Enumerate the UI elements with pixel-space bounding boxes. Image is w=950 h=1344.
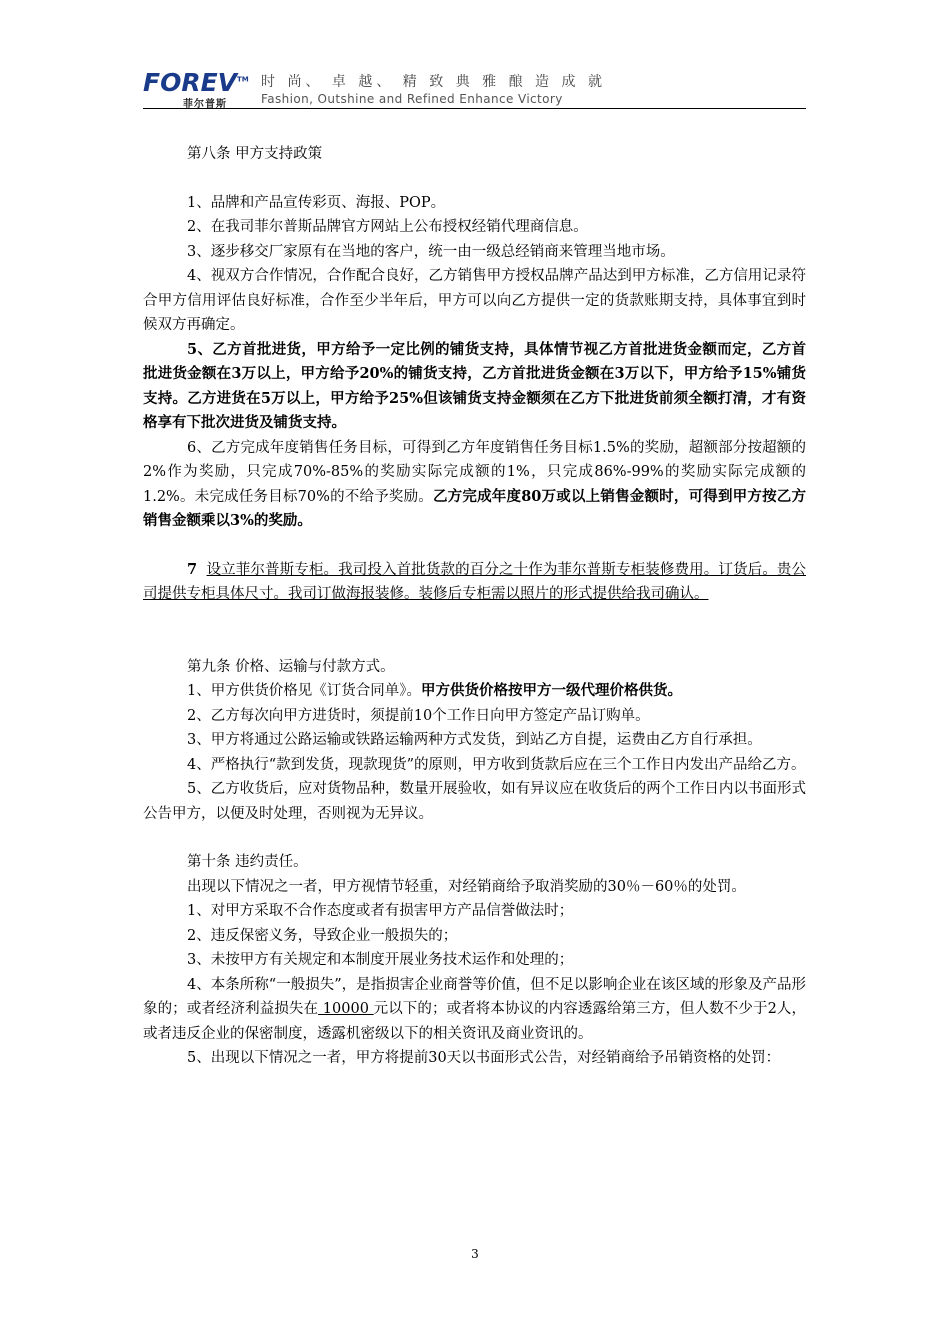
article-8-item-6 [143, 436, 806, 534]
item-6-bonus-text: 乙方完成年度80万或以上销售金额时，可得到甲方按乙方销售金额乘以3%的奖励。 [143, 487, 806, 529]
article-9-item-1 [143, 679, 806, 704]
page-header [143, 62, 806, 110]
article-8-item-7 [143, 558, 806, 607]
blank-line [143, 534, 806, 558]
article-8-item-4: 4、视双方合作情况，合作配合良好，乙方销售甲方授权品牌产品达到甲方标准，乙方信用记录符合甲方信用评估良好标准，合作至少半年后，甲方可以向乙方提供一定的货款账期支持，具体事宜到时候双方再确定。 [143, 268, 806, 333]
article-10-item-1: 1、对甲方采取不合作态度或者有损害甲方产品信誉做法时； [187, 903, 574, 919]
blank-line [143, 826, 806, 850]
article-8-item-2: 2、在我司菲尔普斯品牌官方网站上公布授权经销代理商信息。 [187, 219, 588, 235]
item-7-number: 7 [187, 560, 198, 578]
article-10-title: 第十条 违约责任。 [187, 854, 308, 870]
article-10-item-5: 5、出现以下情况之一者，甲方将提前30天以书面形式公告，对经销商给予吊销资格的处罚： [187, 1050, 781, 1066]
article-9-item-5: 5、乙方收货后，应对货物品种，数量开展验收，如有异议应在收货后的两个工作日内以书面形式公告甲方，以便及时处理，否则视为无异议。 [143, 781, 806, 822]
article-10-item-2: 2、违反保密义务，导致企业一般损失的； [187, 927, 458, 944]
article-10-intro: 出现以下情况之一者，甲方视情节轻重，对经销商给予取消奖励的30％－60％的处罚。 [187, 878, 746, 895]
item-6-text: 6、乙方完成年度销售任务目标，可得到乙方年度销售任务目标1.5%的奖励，超额部分按超额的2%作为奖励，只完成70%-85%的奖励实际完成额的1%，只完成86%-99%的奖励实际完成额的1.2%。未完成任务目标70%的不给予奖励。 [143, 439, 806, 505]
document-body [143, 142, 806, 1071]
item-1-bold-text: 甲方供货价格按甲方一级代理价格供货。 [420, 682, 682, 699]
page-number: 3 [471, 1247, 479, 1261]
logo-chinese-name: 菲尔普斯 [183, 99, 227, 110]
article-8-item-5: 5、乙方首批进货，甲方给予一定比例的铺货支持，具体情节视乙方首批进货金额而定，乙方首批进货金额在3万以上，甲方给予20%的铺货支持，乙方首批进货金额在3万以下，甲方给予15%铺货支持。乙方进货在5万以上，甲方给予25%但该铺货支持金额须在乙方下批进货前须全额打清，才有资格享有下批次进货及铺货支持。 [143, 340, 806, 431]
slogan-chinese: 时 尚、 卓 越、 精 致 典 雅 酿 造 成 就 [261, 74, 606, 90]
logo-wordmark: FOREV [143, 68, 238, 97]
article-9-title: 第九条 价格、运输与付款方式。 [187, 658, 395, 675]
brand-logo [143, 68, 249, 97]
item-7-text: 设立菲尔普斯专柜。我司投入首批货款的百分之十作为菲尔普斯专柜装修费用。订货后。贵公司提供专柜具体尺寸。我司订做海报装修。装修后专柜需以照片的形式提供给我司确认。 [143, 561, 806, 602]
logo-trademark: TM [237, 75, 249, 84]
item-4-text-a: 4、本条所称“一般损失”，是指损害企业商誉等价值，但不足以影响企业在该区域的形象及产品形象的；或者经济利益损失在 [143, 976, 806, 1017]
article-10-item-4 [143, 973, 806, 1047]
article-9-item-2: 2、乙方每次向甲方进货时，须提前10个工作日向甲方签定产品订购单。 [187, 707, 650, 724]
item-4-text-b: 元以下的；或者将本协议的内容透露给第三方，但人数不少于2人，或者违反企业的保密制度，透露机密级以下的相关资讯及商业资讯的。 [143, 1001, 806, 1042]
article-9-item-4: 4、严格执行“款到发货，现款现货”的原则，甲方收到货款后应在三个工作日内发出产品给乙方。 [187, 756, 806, 773]
slogan-english: Fashion, Outshine and Refined Enhance Victory [261, 92, 563, 106]
article-8-item-3: 3、逐步移交厂家原有在当地的客户，统一由一级总经销商来管理当地市场。 [187, 243, 675, 260]
header-divider [143, 108, 806, 109]
article-9-item-3: 3、甲方将通过公路运输或铁路运输两种方式发货，到站乙方自提，运费由乙方自行承担。 [187, 732, 762, 748]
article-10-item-3: 3、未按甲方有关规定和本制度开展业务技术运作和处理的； [187, 952, 574, 968]
blank-line [143, 167, 806, 191]
item-1-text: 1、甲方供货价格见《订货合同单》。 [187, 683, 421, 699]
blank-line [143, 607, 806, 631]
article-8-title: 第八条 甲方支持政策 [187, 146, 323, 162]
blank-line [143, 631, 806, 655]
article-8-item-1: 1、品牌和产品宣传彩页、海报、POP。 [187, 194, 446, 211]
loss-amount: 10000 [318, 1001, 374, 1017]
